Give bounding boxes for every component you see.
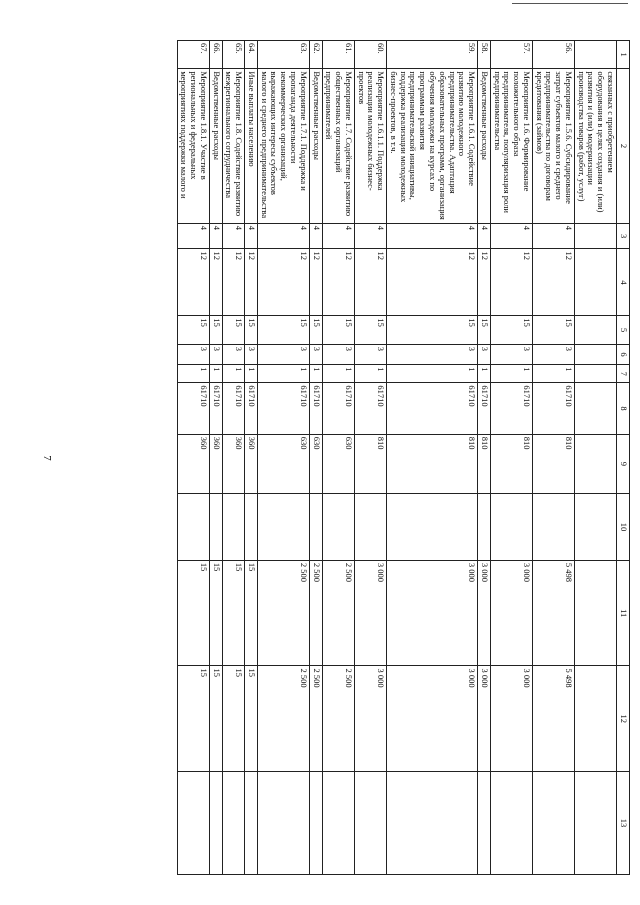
table-cell-c13 (532, 771, 574, 874)
col-header: 9 (617, 434, 630, 493)
table-cell-c11: 2 500 (257, 560, 309, 666)
table-cell-c8: 61710 (322, 383, 354, 434)
table-row (354, 41, 386, 875)
table-cell-c10 (574, 493, 616, 560)
table-cell-c6: 3 (490, 344, 532, 365)
table-cell-c12: 2 500 (257, 666, 309, 772)
table-cell-c7: 1 (177, 365, 209, 383)
col-header: 1 (617, 41, 630, 69)
col-header: 2 (617, 69, 630, 223)
table-cell-c6 (574, 344, 616, 365)
header-row (617, 41, 630, 875)
table-cell-c13 (354, 771, 386, 874)
table-cell-c8: 61710 (209, 383, 222, 434)
table-cell-c5: 15 (257, 316, 309, 344)
table-cell-c6: 3 (209, 344, 222, 365)
table-row (209, 41, 222, 875)
budget-table (177, 40, 630, 875)
table-cell-c3: 4 (245, 223, 258, 249)
table-cell-c10 (222, 493, 245, 560)
table-cell-c5: 15 (309, 316, 322, 344)
table-cell-c12: 3 000 (387, 666, 478, 772)
table-cell-c4: 12 (478, 249, 491, 316)
table-cell-c11: 3 000 (354, 560, 386, 666)
table-cell-c3: 4 (322, 223, 354, 249)
table-cell-c4 (574, 249, 616, 316)
table-cell-c7: 1 (532, 365, 574, 383)
table-cell-c13 (177, 771, 209, 874)
table-cell-n: 61. (322, 41, 354, 69)
table-cell-c3: 4 (532, 223, 574, 249)
table-cell-c4: 12 (309, 249, 322, 316)
table-row (574, 41, 616, 875)
table-cell-c8: 61710 (532, 383, 574, 434)
table-cell-c9: 360 (209, 434, 222, 493)
table-cell-c5: 15 (177, 316, 209, 344)
table-cell-c10 (309, 493, 322, 560)
col-header: 3 (617, 223, 630, 249)
col-header: 13 (617, 771, 630, 874)
col-header: 4 (617, 249, 630, 316)
table-cell-c5 (574, 316, 616, 344)
table-cell-c3: 4 (387, 223, 478, 249)
table-cell-c10 (245, 493, 258, 560)
table-cell-c12: 15 (245, 666, 258, 772)
table-cell-c12 (574, 666, 616, 772)
table-cell-n: 57. (490, 41, 532, 69)
table-cell-name: Мероприятие 1.8.1. Участие в региональных и федеральных мероприятиях поддержки малого и (177, 69, 209, 223)
table-body (177, 41, 616, 875)
col-header: 12 (617, 666, 630, 772)
page-number: 7 (40, 455, 53, 461)
table-cell-c3: 4 (209, 223, 222, 249)
table-row (245, 41, 258, 875)
table-cell-c11 (574, 560, 616, 666)
table-cell-c5: 15 (478, 316, 491, 344)
table-cell-c9: 630 (257, 434, 309, 493)
table-cell-name: связанных с приобретением оборудования в целях создания и (или) развития и (или) модернизации производства товаров (работ, услуг) (574, 69, 616, 223)
table-cell-c6: 3 (257, 344, 309, 365)
table-row (478, 41, 491, 875)
table-cell-c8: 61710 (222, 383, 245, 434)
table-cell-c13 (322, 771, 354, 874)
table-cell-c4: 12 (245, 249, 258, 316)
col-header: 7 (617, 365, 630, 383)
table-cell-c12: 2 500 (309, 666, 322, 772)
table-cell-c11: 5 498 (532, 560, 574, 666)
table-cell-c4: 12 (322, 249, 354, 316)
table-cell-n: 60. (354, 41, 386, 69)
table-cell-n: 63. (257, 41, 309, 69)
table-cell-c9: 810 (490, 434, 532, 493)
table-cell-c3: 4 (257, 223, 309, 249)
col-header: 8 (617, 383, 630, 434)
table-cell-c10 (257, 493, 309, 560)
table-cell-c9: 630 (322, 434, 354, 493)
table-cell-name: Ведомственные расходы (309, 69, 322, 223)
table-cell-c13 (478, 771, 491, 874)
table-cell-c6: 3 (245, 344, 258, 365)
table-cell-c3: 4 (354, 223, 386, 249)
table-cell-c3: 4 (478, 223, 491, 249)
table-cell-n: 58. (478, 41, 491, 69)
table-cell-c13 (309, 771, 322, 874)
table-cell-name: Мероприятие 1.6. Формирование положительного образа предпринимателя, популяризация роли предпринимательства (490, 69, 532, 223)
col-header: 6 (617, 344, 630, 365)
table-cell-c7 (574, 365, 616, 383)
table-cell-c8 (574, 383, 616, 434)
table-cell-name: Мероприятие 1.7. Содействие развитию общественных организаций предпринимателей (322, 69, 354, 223)
table-cell-c3: 4 (490, 223, 532, 249)
table-cell-c5: 15 (209, 316, 222, 344)
table-cell-c13 (490, 771, 532, 874)
table-cell-c9: 360 (222, 434, 245, 493)
table-cell-c7: 1 (354, 365, 386, 383)
table-cell-c8: 61710 (257, 383, 309, 434)
table-cell-c12: 3 000 (354, 666, 386, 772)
table-cell-c10 (478, 493, 491, 560)
table-row (177, 41, 209, 875)
table-cell-c5: 15 (222, 316, 245, 344)
table-cell-c9: 360 (177, 434, 209, 493)
table-cell-c4: 12 (354, 249, 386, 316)
table-cell-c10 (209, 493, 222, 560)
table-cell-c11: 3 000 (387, 560, 478, 666)
table-cell-c5: 15 (354, 316, 386, 344)
table-cell-c12: 3 000 (490, 666, 532, 772)
table-cell-c7: 1 (222, 365, 245, 383)
table-cell-c7: 1 (257, 365, 309, 383)
table-cell-c3: 4 (309, 223, 322, 249)
table-cell-name: Мероприятие 1.6.1. Содействие развитию молодежного предпринимательства. Адаптация образовательных программ, организация обучения молодежи на курсах по программам развития предпринимательской инициативы, поддержка реализации молодежных бизнес-проектов, в т.ч. (387, 69, 478, 223)
table-row (532, 41, 574, 875)
table-cell-n: 59. (387, 41, 478, 69)
table-cell-c6: 3 (387, 344, 478, 365)
table-cell-c5: 15 (490, 316, 532, 344)
table-cell-name: Ведомственные расходы (209, 69, 222, 223)
table-cell-c7: 1 (322, 365, 354, 383)
table-row (490, 41, 532, 875)
table-cell-n: 62. (309, 41, 322, 69)
table-cell-c9: 810 (387, 434, 478, 493)
table-cell-c11: 15 (177, 560, 209, 666)
table-cell-c10 (177, 493, 209, 560)
table-cell-c6: 3 (354, 344, 386, 365)
table-cell-c9: 810 (532, 434, 574, 493)
col-header: 10 (617, 493, 630, 560)
table-cell-c9: 360 (245, 434, 258, 493)
table-cell-c7: 1 (478, 365, 491, 383)
budget-table-container (90, 40, 630, 875)
table-cell-c4: 12 (490, 249, 532, 316)
table-cell-c3 (574, 223, 616, 249)
table-cell-c11: 2 500 (322, 560, 354, 666)
table-cell-c6: 3 (222, 344, 245, 365)
table-cell-c8: 61710 (387, 383, 478, 434)
table-cell-c6: 3 (478, 344, 491, 365)
table-cell-c13 (257, 771, 309, 874)
table-cell-c6: 3 (177, 344, 209, 365)
table-cell-c9: 630 (309, 434, 322, 493)
table-row (222, 41, 245, 875)
table-cell-c13 (387, 771, 478, 874)
table-cell-name: Иные выплаты населению (245, 69, 258, 223)
table-cell-c13 (222, 771, 245, 874)
table-cell-name: Мероприятие 1.5.6. Субсидирование затрат субъектов малого и среднего предпринимательства по договорам кредитования (займов) (532, 69, 574, 223)
table-cell-c4: 12 (222, 249, 245, 316)
table-cell-c13 (245, 771, 258, 874)
table-row (387, 41, 478, 875)
table-cell-n: 64. (245, 41, 258, 69)
table-cell-c7: 1 (245, 365, 258, 383)
table-cell-c8: 61710 (177, 383, 209, 434)
table-cell-c8: 61710 (309, 383, 322, 434)
table-cell-c6: 3 (322, 344, 354, 365)
table-cell-c8: 61710 (245, 383, 258, 434)
table-cell-c11: 15 (222, 560, 245, 666)
table-cell-c12: 15 (222, 666, 245, 772)
table-cell-c10 (490, 493, 532, 560)
table-row (322, 41, 354, 875)
table-cell-c11: 3 000 (478, 560, 491, 666)
table-cell-c10 (532, 493, 574, 560)
table-cell-c7: 1 (490, 365, 532, 383)
table-cell-n: 67. (177, 41, 209, 69)
table-cell-c12: 15 (177, 666, 209, 772)
table-cell-c10 (354, 493, 386, 560)
table-cell-c10 (322, 493, 354, 560)
table-cell-c11: 2 500 (309, 560, 322, 666)
table-cell-c9: 810 (354, 434, 386, 493)
table-cell-c7: 1 (309, 365, 322, 383)
table-cell-c4: 12 (257, 249, 309, 316)
table-cell-c8: 61710 (478, 383, 491, 434)
table-cell-c4: 12 (209, 249, 222, 316)
table-cell-n (574, 41, 616, 69)
table-cell-c4: 12 (177, 249, 209, 316)
table-cell-name: Мероприятие 1.7.1. Поддержка и пропаганда деятельности некоммерческих организаций, выражающих интересы субъектов малого и среднего предпринимательства (257, 69, 309, 223)
table-cell-name: Ведомственные расходы (478, 69, 491, 223)
table-row (309, 41, 322, 875)
table-cell-c5: 15 (532, 316, 574, 344)
col-header: 5 (617, 316, 630, 344)
table-cell-c3: 4 (177, 223, 209, 249)
table-cell-c9 (574, 434, 616, 493)
table-cell-c11: 3 000 (490, 560, 532, 666)
table-cell-c5: 15 (322, 316, 354, 344)
table-row (257, 41, 309, 875)
table-cell-c4: 12 (532, 249, 574, 316)
table-cell-c11: 15 (245, 560, 258, 666)
table-cell-c10 (387, 493, 478, 560)
table-cell-c13 (209, 771, 222, 874)
table-cell-c6: 3 (532, 344, 574, 365)
top-rule (512, 3, 628, 4)
table-cell-c5: 15 (387, 316, 478, 344)
table-cell-c12: 2 500 (322, 666, 354, 772)
table-cell-c9: 810 (478, 434, 491, 493)
table-cell-c13 (574, 771, 616, 874)
table-cell-c4: 12 (387, 249, 478, 316)
table-cell-n: 56. (532, 41, 574, 69)
table-cell-c8: 61710 (490, 383, 532, 434)
table-cell-c6: 3 (309, 344, 322, 365)
table-cell-c12: 15 (209, 666, 222, 772)
table-cell-c8: 61710 (354, 383, 386, 434)
table-cell-c5: 15 (245, 316, 258, 344)
table-cell-c7: 1 (209, 365, 222, 383)
col-header: 11 (617, 560, 630, 666)
table-cell-c12: 5 498 (532, 666, 574, 772)
table-cell-name: Мероприятие 1.8. Содействие развитию межрегионального сотрудничества (222, 69, 245, 223)
table-cell-n: 66. (209, 41, 222, 69)
table-cell-name: Мероприятие 1.6.1.1. Поддержка реализации молодежных бизнес-проектов (354, 69, 386, 223)
table-cell-c11: 15 (209, 560, 222, 666)
table-cell-c7: 1 (387, 365, 478, 383)
table-cell-c3: 4 (222, 223, 245, 249)
table-cell-c12: 3 000 (478, 666, 491, 772)
table-cell-n: 65. (222, 41, 245, 69)
